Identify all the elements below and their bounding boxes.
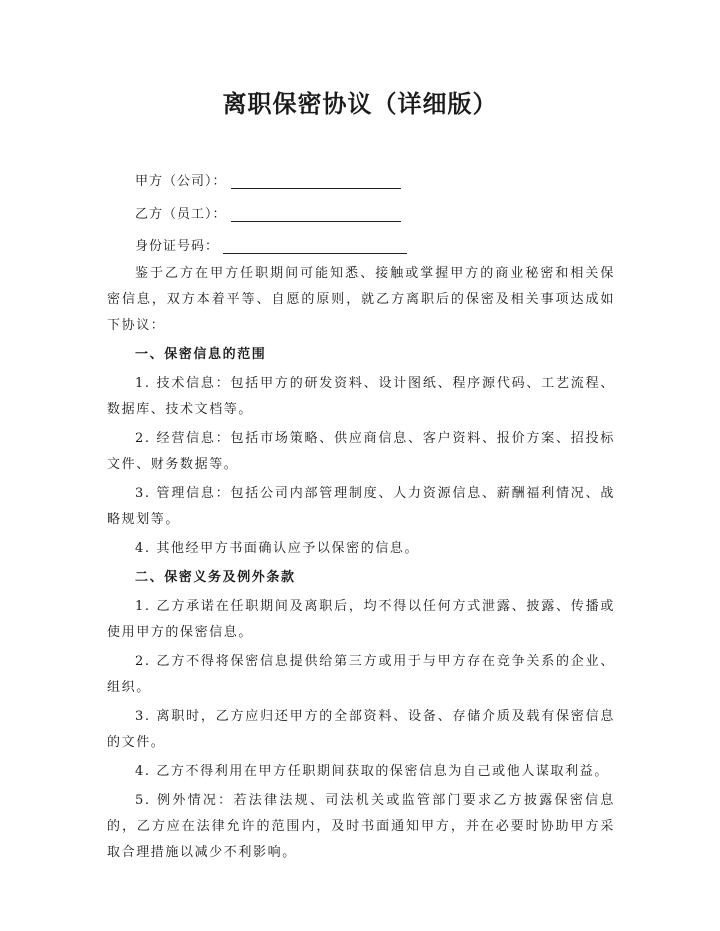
clause: 3. 离职时，乙方应归还甲方的全部资料、设备、存储介质及载有保密信息的文件。 bbox=[107, 709, 615, 750]
party-a-field bbox=[135, 170, 401, 189]
clause: 5. 例外情况：若法律法规、司法机关或监管部门要求乙方披露保密信息的，乙方应在法律允许的范围内，及时书面通知甲方，并在必要时协助甲方采取合理措施以减少不利影响。 bbox=[107, 793, 615, 860]
party-a-blank[interactable] bbox=[231, 176, 401, 189]
document-title: 离职保密协议（详细版） bbox=[222, 90, 498, 118]
clause: 1. 乙方承诺在任职期间及离职后，均不得以任何方式泄露、披露、传播或使用甲方的保密信息。 bbox=[107, 599, 615, 640]
clause: 2. 乙方不得将保密信息提供给第三方或用于与甲方存在竞争关系的企业、组织。 bbox=[107, 654, 615, 695]
party-a-label: 甲方（公司）： bbox=[135, 174, 227, 189]
id-number-blank[interactable] bbox=[223, 241, 407, 254]
section-heading: 一、保密信息的范围 bbox=[135, 347, 267, 362]
party-b-field bbox=[135, 203, 401, 222]
id-number-label: 身份证号码： bbox=[135, 239, 220, 254]
section-heading: 二、保密义务及例外条款 bbox=[135, 570, 296, 585]
intro-paragraph: 鉴于乙方在甲方任职期间可能知悉、接触或掌握甲方的商业秘密和相关保密信息，双方本着平等、自愿的原则，就乙方离职后的保密及相关事项达成如下协议： bbox=[107, 266, 615, 333]
clause: 3. 管理信息：包括公司内部管理制度、人力资源信息、薪酬福利情况、战略规划等。 bbox=[107, 486, 615, 527]
party-b-blank[interactable] bbox=[231, 209, 401, 222]
id-number-field bbox=[135, 235, 407, 254]
clause: 4. 乙方不得利用在甲方任职期间获取的保密信息为自己或他人谋取利益。 bbox=[135, 764, 609, 779]
document-body bbox=[107, 261, 615, 869]
clause: 2. 经营信息：包括市场策略、供应商信息、客户资料、报价方案、招投标文件、财务数据等。 bbox=[107, 431, 615, 472]
party-b-label: 乙方（员工）： bbox=[135, 207, 227, 222]
clause: 1. 技术信息：包括甲方的研发资料、设计图纸、程序源代码、工艺流程、数据库、技术文档等。 bbox=[107, 376, 615, 417]
clause: 4. 其他经甲方书面确认应予以保密的信息。 bbox=[135, 541, 420, 556]
